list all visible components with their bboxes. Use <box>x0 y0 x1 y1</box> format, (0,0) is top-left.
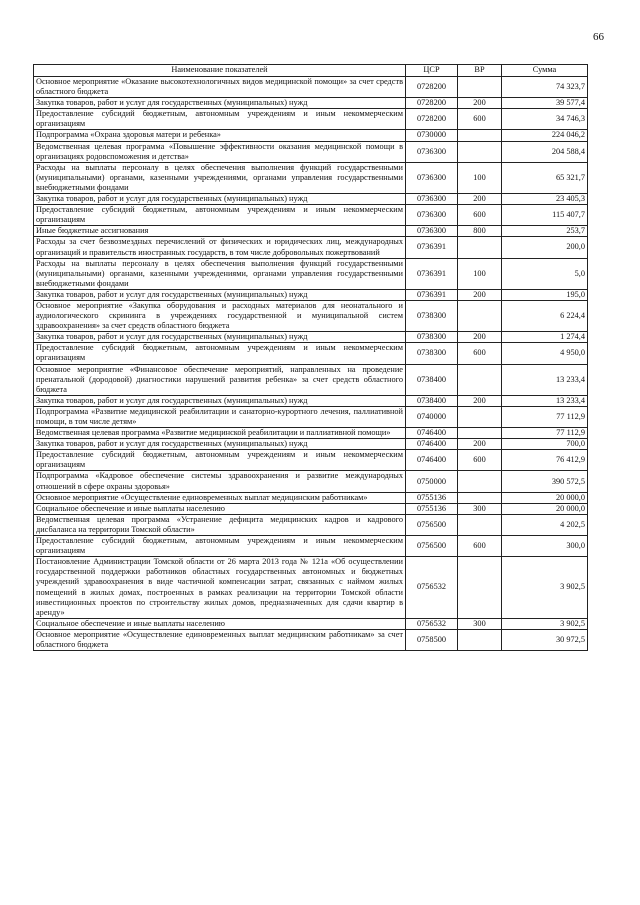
cell-csr: 0755136 <box>406 492 458 503</box>
cell-csr: 0736391 <box>406 237 458 258</box>
table-row <box>34 300 588 331</box>
cell-sum: 300,0 <box>502 536 588 557</box>
cell-sum: 3 902,5 <box>502 618 588 629</box>
table-row <box>34 514 588 535</box>
cell-name: Ведомственная целевая программа «Устранение дефицита медицинских кадров и кадрового дисбаланса на территории Томской области» <box>34 514 406 535</box>
cell-csr: 0738300 <box>406 343 458 364</box>
cell-sum: 13 233,4 <box>502 395 588 406</box>
cell-name: Предоставление субсидий бюджетным, автономным учреждениям и иным некоммерческим организациям <box>34 205 406 226</box>
cell-sum: 74 323,7 <box>502 77 588 98</box>
cell-csr: 0756500 <box>406 536 458 557</box>
cell-name: Расходы за счет безвозмездных перечислений от физических и юридических лиц, международных организаций и правительств иностранных государств, в том числе добровольных пожертвований <box>34 237 406 258</box>
cell-csr: 0758500 <box>406 629 458 650</box>
table-row <box>34 450 588 471</box>
header-csr: ЦСР <box>406 65 458 77</box>
cell-name: Подпрограмма «Кадровое обеспечение системы здравоохранения и развитие международных отношений в сфере охраны здоровья» <box>34 471 406 492</box>
cell-csr: 0736391 <box>406 258 458 289</box>
table-row <box>34 109 588 130</box>
table-row <box>34 395 588 406</box>
cell-name: Предоставление субсидий бюджетным, автономным учреждениям и иным некоммерческим организациям <box>34 536 406 557</box>
cell-sum: 34 746,3 <box>502 109 588 130</box>
cell-sum: 195,0 <box>502 289 588 300</box>
cell-vr: 600 <box>458 109 502 130</box>
cell-vr <box>458 77 502 98</box>
cell-vr <box>458 130 502 141</box>
table-row <box>34 77 588 98</box>
header-sum: Сумма <box>502 65 588 77</box>
cell-csr: 0750000 <box>406 471 458 492</box>
table-row <box>34 492 588 503</box>
cell-name: Предоставление субсидий бюджетным, автономным учреждениям и иным некоммерческим организациям <box>34 343 406 364</box>
cell-csr: 0736300 <box>406 205 458 226</box>
table-row <box>34 557 588 619</box>
cell-csr: 0746400 <box>406 428 458 439</box>
cell-sum: 200,0 <box>502 237 588 258</box>
table-row <box>34 194 588 205</box>
cell-name: Подпрограмма «Охрана здоровья матери и ребенка» <box>34 130 406 141</box>
table-body <box>34 77 588 651</box>
cell-sum: 76 412,9 <box>502 450 588 471</box>
cell-sum: 390 572,5 <box>502 471 588 492</box>
cell-vr <box>458 237 502 258</box>
cell-sum: 30 972,5 <box>502 629 588 650</box>
cell-name: Расходы на выплаты персоналу в целях обеспечения выполнения функций государственными (муниципальными) органами, казенными учреждениями, органами управления государственными внебюджетными фондами <box>34 162 406 193</box>
cell-vr <box>458 364 502 395</box>
cell-name: Расходы на выплаты персоналу в целях обеспечения выполнения функций государственными (муниципальными) органами, казенными учреждениями, органами управления государственными внебюджетными фондами <box>34 258 406 289</box>
cell-sum: 1 274,4 <box>502 332 588 343</box>
table-row <box>34 289 588 300</box>
cell-sum: 224 046,2 <box>502 130 588 141</box>
cell-sum: 13 233,4 <box>502 364 588 395</box>
cell-vr <box>458 428 502 439</box>
cell-vr: 100 <box>458 258 502 289</box>
cell-sum: 77 112,9 <box>502 406 588 427</box>
cell-sum: 23 405,3 <box>502 194 588 205</box>
cell-vr: 600 <box>458 450 502 471</box>
table-row <box>34 503 588 514</box>
table-row <box>34 428 588 439</box>
cell-vr <box>458 141 502 162</box>
cell-csr: 0730000 <box>406 130 458 141</box>
cell-name: Основное мероприятие «Закупка оборудования и расходных материалов для неонатального и аудиологического скрининга в учреждениях государственной и муниципальной систем здравоохранения» за счет средств областного бюджета <box>34 300 406 331</box>
cell-sum: 20 000,0 <box>502 492 588 503</box>
cell-name: Закупка товаров, работ и услуг для государственных (муниципальных) нужд <box>34 98 406 109</box>
header-vr: ВР <box>458 65 502 77</box>
cell-vr <box>458 514 502 535</box>
header-name: Наименование показателей <box>34 65 406 77</box>
cell-sum: 4 202,5 <box>502 514 588 535</box>
cell-vr: 600 <box>458 205 502 226</box>
cell-sum: 204 588,4 <box>502 141 588 162</box>
cell-csr: 0728200 <box>406 77 458 98</box>
table-row <box>34 162 588 193</box>
cell-csr: 0738400 <box>406 364 458 395</box>
cell-name: Ведомственная целевая программа «Повышение эффективности оказания медицинской помощи в организациях родовспоможения и детства» <box>34 141 406 162</box>
cell-name: Постановление Администрации Томской области от 26 марта 2013 года № 121а «Об осуществлении государственной поддержки работников областных государственных автономных и бюджетных учреждений здравоохранения в виде частичной компенсации затрат, связанных с наймом жилых помещений в жилых домах, построенных в рамках реализации на территории Томской области инвестиционных проектов по строительству жилых домов, предназначенных для сдачи квартир в аренду» <box>34 557 406 619</box>
cell-sum: 115 407,7 <box>502 205 588 226</box>
cell-csr: 0756532 <box>406 618 458 629</box>
table-row <box>34 343 588 364</box>
cell-name: Закупка товаров, работ и услуг для государственных (муниципальных) нужд <box>34 194 406 205</box>
cell-vr: 600 <box>458 536 502 557</box>
cell-csr: 0736300 <box>406 162 458 193</box>
table-row <box>34 439 588 450</box>
table-row <box>34 629 588 650</box>
cell-csr: 0736300 <box>406 194 458 205</box>
cell-vr: 200 <box>458 194 502 205</box>
cell-name: Ведомственная целевая программа «Развитие медицинской реабилитации и паллиативной помощи» <box>34 428 406 439</box>
cell-sum: 6 224,4 <box>502 300 588 331</box>
table-row <box>34 536 588 557</box>
table-row <box>34 141 588 162</box>
cell-csr: 0756500 <box>406 514 458 535</box>
cell-name: Иные бюджетные ассигнования <box>34 226 406 237</box>
cell-csr: 0728200 <box>406 109 458 130</box>
cell-name: Основное мероприятие «Оказание высокотехнологичных видов медицинской помощи» за счет средств областного бюджета <box>34 77 406 98</box>
cell-name: Предоставление субсидий бюджетным, автономным учреждениям и иным некоммерческим организациям <box>34 450 406 471</box>
cell-vr <box>458 492 502 503</box>
cell-vr: 100 <box>458 162 502 193</box>
cell-vr: 800 <box>458 226 502 237</box>
cell-vr: 600 <box>458 343 502 364</box>
cell-name: Закупка товаров, работ и услуг для государственных (муниципальных) нужд <box>34 332 406 343</box>
cell-name: Предоставление субсидий бюджетным, автономным учреждениям и иным некоммерческим организациям <box>34 109 406 130</box>
cell-sum: 20 000,0 <box>502 503 588 514</box>
cell-name: Основное мероприятие «Финансовое обеспечение мероприятий, направленных на проведение пренатальной (дородовой) диагностики нарушений развития ребенка» за счет средств областного бюджета <box>34 364 406 395</box>
cell-name: Социальное обеспечение и иные выплаты населению <box>34 618 406 629</box>
cell-vr: 200 <box>458 332 502 343</box>
cell-sum: 5,0 <box>502 258 588 289</box>
cell-sum: 253,7 <box>502 226 588 237</box>
table-row <box>34 471 588 492</box>
table-row <box>34 406 588 427</box>
cell-sum: 77 112,9 <box>502 428 588 439</box>
cell-vr <box>458 629 502 650</box>
cell-vr: 200 <box>458 439 502 450</box>
cell-vr <box>458 471 502 492</box>
cell-csr: 0736300 <box>406 226 458 237</box>
cell-name: Социальное обеспечение и иные выплаты населению <box>34 503 406 514</box>
table-row <box>34 226 588 237</box>
cell-sum: 39 577,4 <box>502 98 588 109</box>
cell-name: Основное мероприятие «Осуществление единовременных выплат медицинским работникам» за счет областного бюджета <box>34 629 406 650</box>
table-row <box>34 205 588 226</box>
cell-csr: 0738400 <box>406 395 458 406</box>
cell-sum: 65 321,7 <box>502 162 588 193</box>
cell-name: Закупка товаров, работ и услуг для государственных (муниципальных) нужд <box>34 439 406 450</box>
cell-csr: 0746400 <box>406 450 458 471</box>
cell-csr: 0728200 <box>406 98 458 109</box>
cell-vr: 200 <box>458 289 502 300</box>
cell-csr: 0736391 <box>406 289 458 300</box>
page-number: 66 <box>593 31 604 43</box>
cell-vr <box>458 557 502 619</box>
budget-table <box>33 64 588 651</box>
cell-csr: 0740000 <box>406 406 458 427</box>
cell-name: Закупка товаров, работ и услуг для государственных (муниципальных) нужд <box>34 395 406 406</box>
cell-vr: 300 <box>458 503 502 514</box>
cell-vr <box>458 300 502 331</box>
table-row <box>34 130 588 141</box>
table-row <box>34 332 588 343</box>
cell-sum: 3 902,5 <box>502 557 588 619</box>
cell-name: Основное мероприятие «Осуществление единовременных выплат медицинским работникам» <box>34 492 406 503</box>
table-row <box>34 237 588 258</box>
cell-csr: 0738300 <box>406 300 458 331</box>
cell-name: Закупка товаров, работ и услуг для государственных (муниципальных) нужд <box>34 289 406 300</box>
cell-vr: 200 <box>458 395 502 406</box>
cell-csr: 0756532 <box>406 557 458 619</box>
cell-csr: 0755136 <box>406 503 458 514</box>
cell-sum: 700,0 <box>502 439 588 450</box>
cell-vr: 300 <box>458 618 502 629</box>
cell-vr <box>458 406 502 427</box>
table-row <box>34 258 588 289</box>
cell-name: Подпрограмма «Развитие медицинской реабилитации и санаторно-курортного лечения, паллиативной помощи, в том числе детям» <box>34 406 406 427</box>
cell-sum: 4 950,0 <box>502 343 588 364</box>
table-row <box>34 618 588 629</box>
table-header-row <box>34 65 588 77</box>
cell-vr: 200 <box>458 98 502 109</box>
table-row <box>34 364 588 395</box>
cell-csr: 0736300 <box>406 141 458 162</box>
cell-csr: 0746400 <box>406 439 458 450</box>
table-row <box>34 98 588 109</box>
cell-csr: 0738300 <box>406 332 458 343</box>
